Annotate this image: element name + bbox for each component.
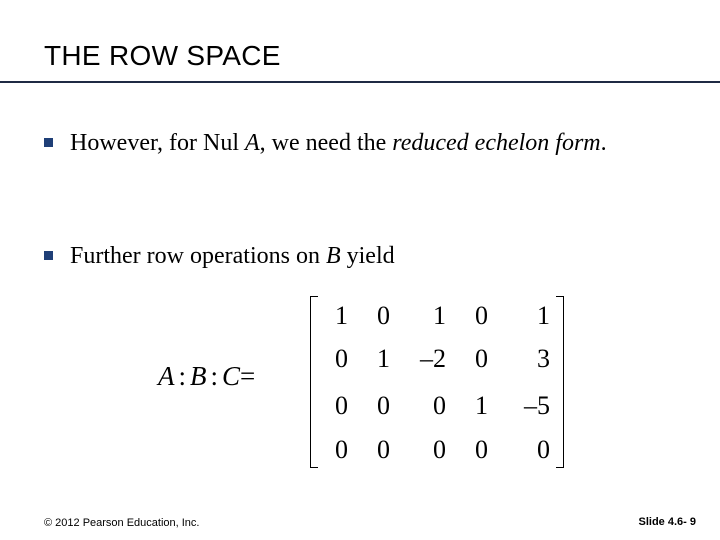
equation-lhs bbox=[158, 363, 255, 390]
matrix-cell-r3-c2: 0 bbox=[377, 391, 390, 420]
bullet-1-text bbox=[70, 127, 684, 159]
bullet-1-var-a: A bbox=[244, 130, 260, 156]
separator-2: : bbox=[210, 361, 219, 391]
matrix-cell-r2-c4: 0 bbox=[475, 344, 488, 373]
bullet-2-part-2: yield bbox=[340, 243, 395, 269]
equals-sign: = bbox=[240, 361, 256, 391]
copyright-text: © 2012 Pearson Education, Inc. bbox=[44, 517, 200, 529]
matrix-cell-r4-c2: 0 bbox=[377, 435, 390, 464]
matrix-cell-r1-c5: 1 bbox=[537, 301, 550, 330]
bullet-2-text bbox=[70, 240, 684, 272]
var-c: C bbox=[222, 361, 241, 391]
matrix-cell-r1-c4: 0 bbox=[475, 301, 488, 330]
bullet-1 bbox=[44, 127, 684, 159]
matrix-cell-r3-c5: –5 bbox=[524, 391, 550, 420]
matrix-cell-r1-c1: 1 bbox=[335, 301, 348, 330]
title-divider bbox=[0, 81, 720, 83]
bullet-1-part-0: However, for Nul bbox=[70, 130, 245, 156]
square-bullet-icon bbox=[44, 251, 53, 260]
matrix-cell-r2-c1: 0 bbox=[335, 344, 348, 373]
matrix-cell-r4-c4: 0 bbox=[475, 435, 488, 464]
matrix-cell-r4-c3: 0 bbox=[433, 435, 446, 464]
matrix-cell-r1-c2: 0 bbox=[377, 301, 390, 330]
matrix-cell-r2-c5: 3 bbox=[537, 344, 550, 373]
bullet-1-part-2: , we need the bbox=[259, 130, 393, 156]
bullet-2 bbox=[44, 240, 684, 272]
var-b: B bbox=[190, 361, 207, 391]
slide-title: THE ROW SPACE bbox=[44, 40, 281, 71]
matrix-cell-r3-c4: 1 bbox=[475, 391, 488, 420]
matrix-cell-r2-c2: 1 bbox=[377, 344, 390, 373]
square-bullet-icon bbox=[44, 138, 53, 147]
matrix-left-bracket bbox=[310, 296, 318, 468]
slide-number: Slide 4.6- 9 bbox=[638, 516, 696, 528]
matrix-cell-r3-c1: 0 bbox=[335, 391, 348, 420]
bullet-2-var-b: B bbox=[325, 243, 341, 269]
matrix-cell-r2-c3: –2 bbox=[420, 344, 446, 373]
bullet-1-emphasis: reduced echelon form bbox=[392, 130, 601, 156]
bullet-1-part-4: . bbox=[600, 130, 607, 156]
matrix-right-bracket bbox=[556, 296, 564, 468]
matrix-cell-r4-c1: 0 bbox=[335, 435, 348, 464]
matrix-cell-r1-c3: 1 bbox=[433, 301, 446, 330]
result-matrix bbox=[310, 296, 564, 468]
var-a: A bbox=[158, 361, 175, 391]
separator-1: : bbox=[178, 361, 187, 391]
bullet-2-part-0: Further row operations on bbox=[70, 243, 326, 269]
matrix-cell-r4-c5: 0 bbox=[537, 435, 550, 464]
matrix-cell-r3-c3: 0 bbox=[433, 391, 446, 420]
